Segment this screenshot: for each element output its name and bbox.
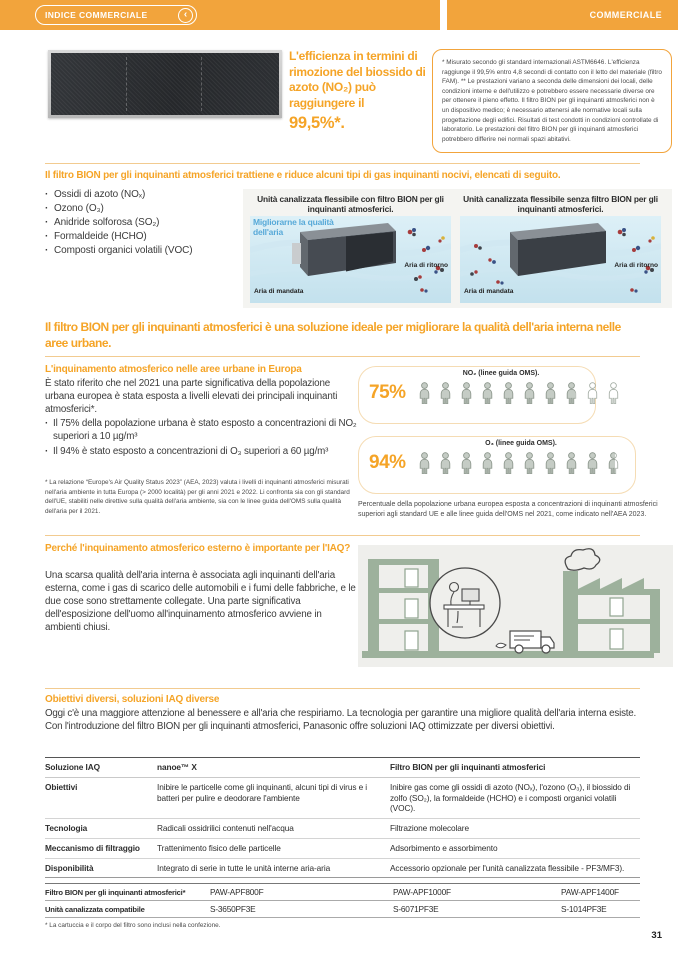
product-code: PAW-APF1000F <box>393 884 561 901</box>
product-code: S-3650PF3E <box>210 901 393 918</box>
units-panel <box>243 189 672 308</box>
cell-bion: Inibire gas come gli ossidi di azoto (NOₓ), l'ozono (O₃), il biossido di zolfo (SO₂), la formaldeide (HCHO) e i composti organici volatili (VOC). <box>390 777 640 818</box>
air-quality-overlay: Migliorarne la qualità dell'aria <box>253 217 334 237</box>
table-row <box>45 819 640 839</box>
cell-nanoe: Integrato di serie in tutte le unità interne aria-aria <box>157 858 390 878</box>
table-header-row <box>45 758 640 778</box>
air-label-return: Aria di ritorno <box>614 262 658 269</box>
stat-label: O₃ (linee guida OMS). <box>485 440 557 447</box>
list-item: · Formaldeide (HCHO) <box>45 230 245 244</box>
comparison-table <box>45 757 640 878</box>
section-rule <box>45 163 640 164</box>
header-bar-left <box>0 0 440 30</box>
table-row <box>45 884 640 901</box>
section-rule <box>45 688 640 689</box>
cell-bion: Filtrazione molecolare <box>390 819 640 839</box>
pollutants-list <box>45 188 245 258</box>
europe-paragraph: È stato riferito che nel 2021 una parte significativa della popolazione urbana europea è stata esposta a livelli elevati dei principali inquinanti atmosferici*. <box>45 378 338 416</box>
air-label-supply: Aria di mandata <box>464 288 514 295</box>
commerciale-label: COMMERCIALE <box>589 10 662 20</box>
europe-bullet: · Il 75% della popolazione urbana è stato esposto a concentrazioni di NO₂ superiori a 10 µg/m³ <box>45 417 357 443</box>
cell-nanoe: Trattenimento fisico delle particelle <box>157 838 390 858</box>
stats-caption: Percentuale della popolazione urbana europea esposta a concentrazioni di inquinanti atmosferici superiori agli standard UE e alle linee guida dell'OMS nel 2021, come indicato nell'AEA 2023. <box>358 501 658 519</box>
air-label-return: Aria di ritorno <box>404 262 448 269</box>
product-table <box>45 883 640 918</box>
cell-bion: Adsorbimento e assorbimento <box>390 838 640 858</box>
cell-bion: Accessorio opzionale per l'unità canalizzata flessibile - PF3/MF3). <box>390 858 640 878</box>
europe-heading: L'inquinamento atmosferico nelle aree urbane in Europa <box>45 364 302 375</box>
table-row <box>45 838 640 858</box>
statement-text: Il filtro BION per gli inquinanti atmosferici è una soluzione ideale per migliorare la qualità dell'aria interna nelle aree urbane. <box>45 320 621 350</box>
objectives-heading: Obiettivi diversi, soluzioni IAQ diverse <box>45 694 220 705</box>
table-row <box>45 858 640 878</box>
section-rule <box>45 535 640 536</box>
efficiency-claim: L'efficienza in termini di rimozione del biossido di azoto (NO₂) può raggiungere il 99,5%*. <box>289 49 432 135</box>
row-label: Unità canalizzata compatibile <box>45 901 210 918</box>
stat-label: NO₂ (linee guida OMS). <box>462 370 540 377</box>
product-code: S-6071PF3E <box>393 901 561 918</box>
iaq-heading: Perché l'inquinamento atmosferico esterno è importante per l'IAQ? <box>45 543 351 554</box>
cell-nanoe: Radicali ossidrilici contenuti nell'acqua <box>157 819 390 839</box>
column-header: Filtro BION per gli inquinanti atmosferici <box>390 758 640 778</box>
list-item: · Ossidi di azoto (NOₓ) <box>45 188 245 202</box>
bion-filter-photo <box>48 50 282 118</box>
unit-caption: Unità canalizzata flessibile senza filtro BION per gli inquinanti atmosferici. <box>463 194 658 215</box>
ducted-unit-drawing <box>460 216 661 298</box>
row-label: Tecnologia <box>45 819 157 839</box>
unit-card-without-filter <box>460 194 661 303</box>
row-label: Filtro BION per gli inquinanti atmosferici* <box>45 884 210 901</box>
unit-caption: Unità canalizzata flessibile con filtro BION per gli inquinanti atmosferici. <box>257 194 444 215</box>
chevron-left-icon[interactable]: ‹ <box>178 8 193 23</box>
pictogram-filled-people <box>416 452 615 479</box>
city-illustration <box>358 545 673 667</box>
section-rule <box>45 356 640 357</box>
iaq-paragraph: Una scarsa qualità dell'aria interna è associata agli inquinanti dell'aria esterna, come i gas di scarico delle automobili e i fumi delle fabbriche, e le due cose sono strettamente collegate. Una parte significativa dell'esposizione dell'uomo all'inquinamento atmosferico avviene in ambienti chiusi. <box>45 570 356 634</box>
column-header: Soluzione IAQ <box>45 758 157 778</box>
stat-percent: 94% <box>369 452 406 473</box>
europe-bullet-list <box>45 417 357 460</box>
table-row <box>45 777 640 818</box>
column-header: nanoe™ X <box>157 758 390 778</box>
europe-footnote: * La relazione “Europe's Air Quality Status 2023” (AEA, 2023) valuta i livelli di inquinanti atmosferici misurati nell'aria ambiente in tutta Europa (> 2000 località) per gli anni 2021 e 2022. Li confronta sia con gli standard dell'UE, stabiliti nelle direttive sulla qualità dell'aria ambiente, sia con le linee guida dell'OMS sulla qualità dell'aria per il 2021. <box>45 479 350 515</box>
list-item: · Anidride solforosa (SO₂) <box>45 216 245 230</box>
ducted-unit-illustration <box>250 216 451 303</box>
product-footnote: * La cartuccia e il corpo del filtro sono inclusi nella confezione. <box>45 922 221 929</box>
pollutants-heading: Il filtro BION per gli inquinanti atmosferici trattiene e riduce alcuni tipi di gas inquinanti nocivi, elencati di seguito. <box>45 170 561 181</box>
product-code: PAW-APF1400F <box>561 884 640 901</box>
indice-commerciale-label: INDICE COMMERCIALE <box>45 10 148 20</box>
cell-nanoe: Inibire le particelle come gli inquinanti, alcuni tipi di virus e i batteri per pulire e deodorare l'ambiente <box>157 777 390 818</box>
page-number: 31 <box>651 930 662 941</box>
indice-commerciale-tab[interactable] <box>35 5 197 25</box>
product-code: PAW-APF800F <box>210 884 393 901</box>
table-row <box>45 901 640 918</box>
air-label-supply: Aria di mandata <box>254 288 304 295</box>
disclaimer-box: * Misurato secondo gli standard internazionali ASTM6646. L'efficienza raggiunge il 99,5% entro 4,8 secondi di contatto con il letto del materiale (filtro FAM). ** Le prestazioni variano a seconda delle dimensioni dei locali, delle condizioni interne e dell'utilizzo e potrebbero essere necessarie diverse ore per ottenere il pieno effetto. Il filtro BION per gli inquinanti atmosferici non è un dispositivo medico; è necessario attenersi alle normative locali sulla progettazione degli edifici. Risultati di test condotti in condizioni controllate di laboratorio. Le prestazioni del filtro BION per gli inquinanti atmosferici potrebbero differire nei normali spazi abitativi. <box>432 49 672 153</box>
pictogram <box>416 452 628 474</box>
product-code: S-1014PF3E <box>561 901 640 918</box>
row-label: Disponibilità <box>45 858 157 878</box>
pictogram <box>416 382 628 404</box>
list-item: · Ozono (O₃) <box>45 202 245 216</box>
list-item: · Composti organici volatili (VOC) <box>45 244 245 258</box>
commerciale-tab[interactable] <box>447 0 678 30</box>
row-label: Obiettivi <box>45 777 157 818</box>
europe-bullet: · Il 94% è stato esposto a concentrazioni di O₃ superiori a 60 µg/m³ <box>45 445 357 458</box>
unit-card-with-filter <box>250 194 451 303</box>
stat-percent: 75% <box>369 382 406 403</box>
molecule-dots <box>408 228 445 293</box>
row-label: Meccanismo di filtraggio <box>45 838 157 858</box>
objectives-paragraph: Oggi c'è una maggiore attenzione al benessere e all'aria che respiriamo. La tecnologia per garantire una migliore qualità dell'aria interna esiste. Con l'introduzione del filtro BION per gli inquinanti atmosferici, Panasonic offre soluzioni IAQ ottimizzate per diversi obiettivi. <box>45 708 637 733</box>
ducted-unit-illustration <box>460 216 661 303</box>
pictogram-filled-people <box>416 382 575 409</box>
efficiency-value: 99,5%*. <box>289 114 345 133</box>
